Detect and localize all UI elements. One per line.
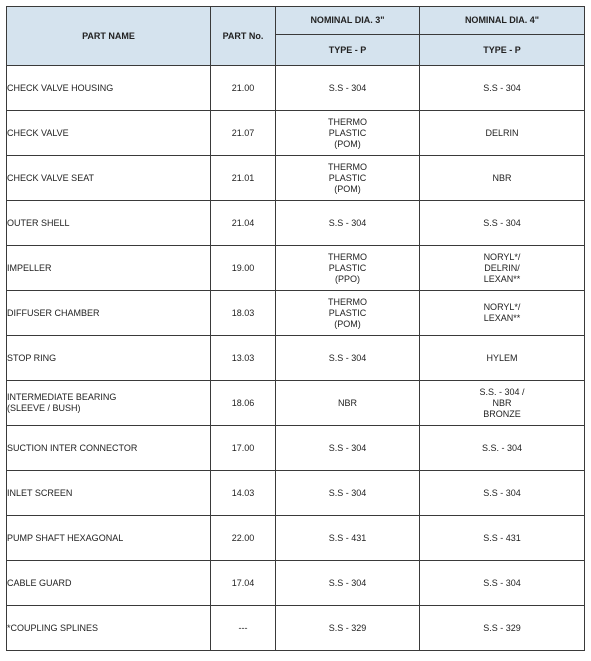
part-no-cell xyxy=(211,66,276,111)
dia4-material-cell-text: HYLEM xyxy=(486,352,518,363)
part-no-cell-text: 21.01 xyxy=(231,172,255,183)
dia4-material-cell xyxy=(420,291,585,336)
dia3-material-cell xyxy=(276,426,420,471)
dia4-material-cell-text: S.S. - 304 xyxy=(481,442,523,453)
table-row xyxy=(7,471,585,516)
part-no-cell xyxy=(211,381,276,426)
part-no-cell-text: 19.00 xyxy=(231,262,255,273)
table-row xyxy=(7,111,585,156)
table-row xyxy=(7,426,585,471)
part-name-cell-text: INTERMEDIATE BEARING (SLEEVE / BUSH) xyxy=(7,392,117,413)
header-nominal-dia-3: NOMINAL DIA. 3" xyxy=(276,7,420,35)
part-name-cell xyxy=(7,66,211,111)
part-name-cell-text: OUTER SHELL xyxy=(7,217,70,228)
dia4-material-cell-text: NBR xyxy=(492,172,512,183)
header-nominal-dia-4: NOMINAL DIA. 4" xyxy=(420,7,585,35)
table-body xyxy=(7,66,585,651)
part-name-cell xyxy=(7,111,211,156)
table-row xyxy=(7,606,585,651)
part-name-cell xyxy=(7,426,211,471)
part-no-cell-text: 21.07 xyxy=(231,127,255,138)
part-name-cell-text: SUCTION INTER CONNECTOR xyxy=(7,442,138,453)
dia4-material-cell xyxy=(420,66,585,111)
dia3-material-cell xyxy=(276,381,420,426)
dia3-material-cell xyxy=(276,516,420,561)
dia4-material-cell-text: S.S - 329 xyxy=(483,622,521,633)
dia3-material-cell-text: S.S - 304 xyxy=(328,217,367,228)
dia3-material-cell xyxy=(276,156,420,201)
part-no-cell xyxy=(211,201,276,246)
dia4-material-cell xyxy=(420,471,585,516)
dia3-material-cell-text: S.S - 329 xyxy=(328,622,367,633)
part-no-cell-text: 17.00 xyxy=(231,442,255,453)
parts-spec-table xyxy=(6,6,585,651)
part-no-cell-text: --- xyxy=(238,622,248,633)
dia4-material-cell-text: S.S. - 304 / NBR BRONZE xyxy=(479,386,525,419)
table-row xyxy=(7,291,585,336)
part-name-cell xyxy=(7,246,211,291)
part-no-cell xyxy=(211,516,276,561)
table-row xyxy=(7,201,585,246)
part-name-cell-text: *COUPLING SPLINES xyxy=(7,622,99,633)
part-no-cell-text: 13.03 xyxy=(231,352,255,363)
table-row xyxy=(7,381,585,426)
part-name-cell-text: DIFFUSER CHAMBER xyxy=(7,307,100,318)
table-row xyxy=(7,246,585,291)
part-name-cell xyxy=(7,336,211,381)
dia3-material-cell-text: S.S - 304 xyxy=(328,442,367,453)
table-row xyxy=(7,561,585,606)
dia4-material-cell-text: S.S - 304 xyxy=(483,487,521,498)
dia4-material-cell xyxy=(420,201,585,246)
part-no-cell xyxy=(211,426,276,471)
table-row xyxy=(7,66,585,111)
dia3-material-cell-text: NBR xyxy=(337,397,357,408)
part-name-cell-text: STOP RING xyxy=(7,352,57,363)
part-no-cell-text: 21.04 xyxy=(231,217,255,228)
dia3-material-cell xyxy=(276,246,420,291)
part-name-cell-text: IMPELLER xyxy=(7,262,52,273)
part-no-cell xyxy=(211,606,276,651)
part-no-cell-text: 18.03 xyxy=(231,307,255,318)
part-no-cell-text: 18.06 xyxy=(231,397,255,408)
part-name-cell-text: PUMP SHAFT HEXAGONAL xyxy=(7,532,124,543)
part-name-cell xyxy=(7,606,211,651)
dia4-material-cell xyxy=(420,561,585,606)
dia3-material-cell xyxy=(276,111,420,156)
part-no-cell-text: 22.00 xyxy=(231,532,255,543)
dia3-material-cell-text: THERMO PLASTIC (POM) xyxy=(328,296,367,329)
part-name-cell xyxy=(7,291,211,336)
dia3-material-cell xyxy=(276,66,420,111)
dia3-material-cell-text: THERMO PLASTIC (POM) xyxy=(328,161,367,194)
table-row xyxy=(7,336,585,381)
part-no-cell xyxy=(211,471,276,516)
dia4-material-cell-text: NORYL*/ DELRIN/ LEXAN** xyxy=(483,251,521,284)
dia3-material-cell-text: S.S - 304 xyxy=(328,487,367,498)
table-row xyxy=(7,156,585,201)
part-no-cell xyxy=(211,156,276,201)
dia3-material-cell xyxy=(276,291,420,336)
dia3-material-cell xyxy=(276,561,420,606)
part-name-cell-text: CHECK VALVE xyxy=(7,127,69,138)
dia3-material-cell-text: S.S - 304 xyxy=(328,577,367,588)
header-part-name: PART NAME xyxy=(7,7,211,66)
table-row xyxy=(7,516,585,561)
part-name-cell xyxy=(7,381,211,426)
dia3-material-cell xyxy=(276,471,420,516)
part-name-cell-text: CABLE GUARD xyxy=(7,577,72,588)
part-no-cell xyxy=(211,336,276,381)
dia4-material-cell xyxy=(420,156,585,201)
header-type-3: TYPE - P xyxy=(276,35,420,66)
dia3-material-cell-text: S.S - 431 xyxy=(328,532,367,543)
part-name-cell xyxy=(7,516,211,561)
part-name-cell xyxy=(7,201,211,246)
part-no-cell xyxy=(211,561,276,606)
dia4-material-cell-text: NORYL*/ LEXAN** xyxy=(483,302,521,323)
part-name-cell xyxy=(7,156,211,201)
dia4-material-cell xyxy=(420,606,585,651)
part-name-cell-text: CHECK VALVE HOUSING xyxy=(7,82,114,93)
header-type-4: TYPE - P xyxy=(420,35,585,66)
dia3-material-cell xyxy=(276,606,420,651)
part-name-cell xyxy=(7,561,211,606)
dia3-material-cell-text: THERMO PLASTIC (PPO) xyxy=(328,251,367,284)
dia3-material-cell-text: S.S - 304 xyxy=(328,352,367,363)
part-no-cell-text: 21.00 xyxy=(231,82,255,93)
dia4-material-cell xyxy=(420,246,585,291)
dia3-material-cell xyxy=(276,201,420,246)
header-part-no: PART No. xyxy=(211,7,276,66)
dia3-material-cell xyxy=(276,336,420,381)
dia3-material-cell-text: THERMO PLASTIC (POM) xyxy=(328,116,367,149)
dia4-material-cell-text: S.S - 431 xyxy=(483,532,521,543)
part-name-cell-text: INLET SCREEN xyxy=(7,487,73,498)
dia4-material-cell xyxy=(420,336,585,381)
part-no-cell-text: 17.04 xyxy=(231,577,255,588)
part-name-cell xyxy=(7,471,211,516)
dia4-material-cell-text: S.S - 304 xyxy=(483,217,521,228)
dia4-material-cell-text: S.S - 304 xyxy=(483,577,521,588)
dia4-material-cell xyxy=(420,516,585,561)
part-no-cell xyxy=(211,111,276,156)
dia4-material-cell-text: DELRIN xyxy=(485,127,519,138)
part-no-cell-text: 14.03 xyxy=(231,487,255,498)
dia4-material-cell-text: S.S - 304 xyxy=(483,82,521,93)
part-no-cell xyxy=(211,246,276,291)
dia4-material-cell xyxy=(420,111,585,156)
dia4-material-cell xyxy=(420,426,585,471)
dia4-material-cell xyxy=(420,381,585,426)
dia3-material-cell-text: S.S - 304 xyxy=(328,82,367,93)
part-no-cell xyxy=(211,291,276,336)
part-name-cell-text: CHECK VALVE SEAT xyxy=(7,172,95,183)
